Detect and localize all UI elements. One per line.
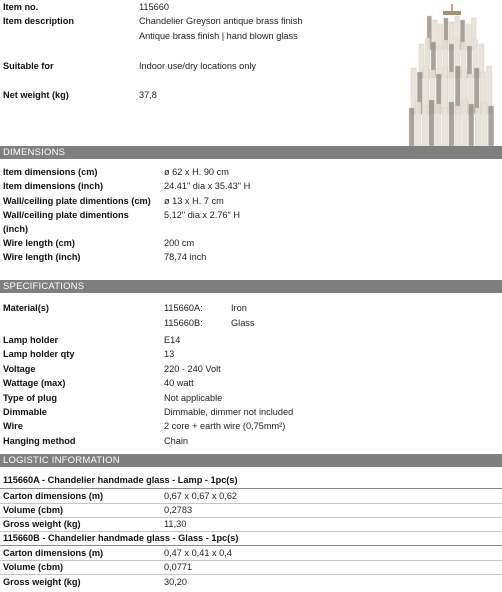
glass-plate xyxy=(437,46,442,78)
material-code: 115660A: xyxy=(164,303,203,313)
glass-plate xyxy=(488,106,493,146)
suitable-for-value: Indoor use/dry locations only xyxy=(139,61,256,71)
dimensions-header-text: DIMENSIONS xyxy=(3,147,66,158)
net-weight-label: Net weight (kg) xyxy=(3,90,69,100)
logistic-row-label: Gross weight (kg) xyxy=(3,577,81,587)
glass-plate xyxy=(429,100,434,146)
material-code: 115660B: xyxy=(164,318,203,328)
glass-plate xyxy=(449,102,454,146)
net-weight-value: 37,8 xyxy=(139,90,157,100)
item-description-line-1: Chandelier Greyson antique brass finish xyxy=(139,16,303,26)
materials-label: Material(s) xyxy=(3,303,49,313)
spec-row-value: 220 - 240 Volt xyxy=(164,364,221,374)
spec-row-label: Type of plug xyxy=(3,393,57,403)
spec-row-label: Hanging method xyxy=(3,436,76,446)
package-title: 115660B - Chandelier handmade glass - Glass - 1pc(s) xyxy=(3,533,239,543)
specifications-header xyxy=(0,280,502,293)
spec-row-value: 13 xyxy=(164,349,175,359)
package-divider xyxy=(0,545,502,546)
item-no-label: Item no. xyxy=(3,2,39,12)
glass-plate xyxy=(422,106,427,146)
logistic-row-label: Volume (cbm) xyxy=(3,505,64,515)
glass-plate xyxy=(442,108,447,146)
glass-plate xyxy=(409,108,414,146)
spec-row-label: Wattage (max) xyxy=(3,378,66,388)
row-divider xyxy=(0,574,502,575)
glass-plate xyxy=(482,102,487,146)
dim-row-value: ø 13 x H. 7 cm xyxy=(164,196,224,206)
logistic-row-label: Carton dimensions (m) xyxy=(3,548,104,558)
dim-row-label: Item dimensions (inch) xyxy=(3,181,104,191)
dim-row-label: Item dimensions (cm) xyxy=(3,167,98,177)
package-divider xyxy=(0,488,502,489)
row-divider xyxy=(0,560,502,561)
logistic-row-value: 0,67 x 0,67 x 0,62 xyxy=(164,491,238,501)
material-name: Iron xyxy=(231,303,247,313)
dimensions-header xyxy=(0,146,502,159)
spec-row-label: Lamp holder xyxy=(3,335,59,345)
logistic-row-value: 0,0771 xyxy=(164,562,193,572)
glass-plate xyxy=(443,68,448,114)
logistic-row-label: Volume (cbm) xyxy=(3,562,64,572)
glass-plate xyxy=(469,104,474,146)
spec-row-label: Lamp holder qty xyxy=(3,349,75,359)
glass-plate xyxy=(462,100,467,146)
logistic-row-value: 30,20 xyxy=(164,577,187,587)
dim-row-label-cont: (inch) xyxy=(3,224,29,234)
logistic-row-value: 0,2783 xyxy=(164,505,193,515)
spec-row-value: 40 watt xyxy=(164,378,194,388)
item-description-line-2: Antique brass finish | hand blown glass xyxy=(139,31,298,41)
dim-row-value: 5.12" dia x 2.76" H xyxy=(164,210,240,220)
spec-row-label: Dimmable xyxy=(3,407,47,417)
logistic-header xyxy=(0,454,502,467)
material-name: Glass xyxy=(231,318,255,328)
dim-row-value: ø 62 x H. 90 cm xyxy=(164,167,229,177)
row-divider xyxy=(0,531,502,532)
glass-plate xyxy=(474,68,479,114)
spec-row-label: Voltage xyxy=(3,364,36,374)
dim-row-value: 78,74 inch xyxy=(164,252,207,262)
item-no-value: 115660 xyxy=(139,2,169,12)
spec-row-value: 2 core + earth wire (0,75mm²) xyxy=(164,421,286,431)
dim-row-label: Wire length (cm) xyxy=(3,238,75,248)
package-title: 115660A - Chandelier handmade glass - Lamp - 1pc(s) xyxy=(3,475,238,485)
dim-row-label: Wall/ceiling plate dimentions (cm) xyxy=(3,196,151,206)
logistic-header-text: LOGISTIC INFORMATION xyxy=(3,455,120,466)
logistic-row-value: 11,30 xyxy=(164,519,187,529)
dim-row-value: 24.41" dia x 35.43" H xyxy=(164,181,251,191)
logistic-row-label: Gross weight (kg) xyxy=(3,519,81,529)
suitable-for-label: Suitable for xyxy=(3,61,54,71)
logistic-row-label: Carton dimensions (m) xyxy=(3,491,104,501)
row-divider xyxy=(0,503,502,504)
spec-row-value: E14 xyxy=(164,335,181,345)
spec-row-value: Chain xyxy=(164,436,189,446)
spec-row-value: Not applicable xyxy=(164,393,223,403)
specifications-header-text: SPECIFICATIONS xyxy=(3,281,85,292)
chandelier-product-image xyxy=(405,4,500,154)
row-divider xyxy=(0,517,502,518)
logistic-row-value: 0,47 x 0,41 x 0,4 xyxy=(164,548,232,558)
item-description-label: Item description xyxy=(3,16,74,26)
spec-row-label: Wire xyxy=(3,421,23,431)
glass-plate xyxy=(436,104,441,146)
glass-plate xyxy=(475,108,480,146)
glass-plate xyxy=(455,106,460,146)
glass-plate xyxy=(416,102,421,146)
dim-row-label: Wire length (inch) xyxy=(3,252,81,262)
spec-row-value: Dimmable, dimmer not included xyxy=(164,407,294,417)
dim-row-value: 200 cm xyxy=(164,238,195,248)
dim-row-label: Wall/ceiling plate dimentions xyxy=(3,210,129,220)
glass-plate xyxy=(467,46,472,78)
